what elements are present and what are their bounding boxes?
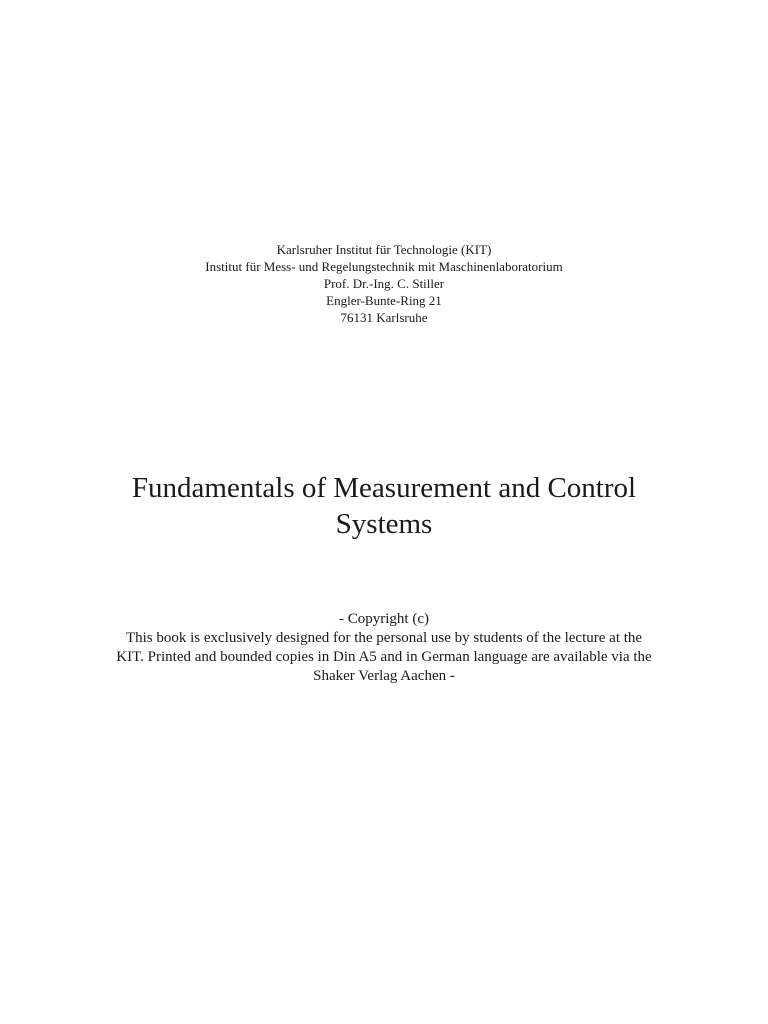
address-line-street: Engler-Bunte-Ring 21	[326, 293, 442, 308]
address-line-institution: Karlsruher Institut für Technologie (KIT)	[276, 242, 492, 257]
copyright-line-1: - Copyright (c)	[339, 611, 429, 627]
address-line-department: Institut für Mess- und Regelungstechnik mit Maschinenlaboratorium	[205, 259, 563, 274]
copyright-line-4: Shaker Verlag Aachen -	[313, 668, 455, 684]
book-title-line-2: Systems	[335, 508, 433, 540]
copyright-line-2: This book is exclusively designed for the personal use by students of the lecture at the	[125, 630, 643, 646]
book-title-line-1: Fundamentals of Measurement and Control	[131, 472, 637, 504]
address-line-professor: Prof. Dr.-Ing. C. Stiller	[323, 276, 445, 291]
address-line-city: 76131 Karlsruhe	[340, 310, 428, 325]
book-title	[0, 470, 768, 542]
copyright-line-3: KIT. Printed and bounded copies in Din A5 and in German language are available via the	[116, 649, 652, 665]
institute-address	[0, 241, 768, 326]
copyright-notice	[70, 610, 698, 686]
